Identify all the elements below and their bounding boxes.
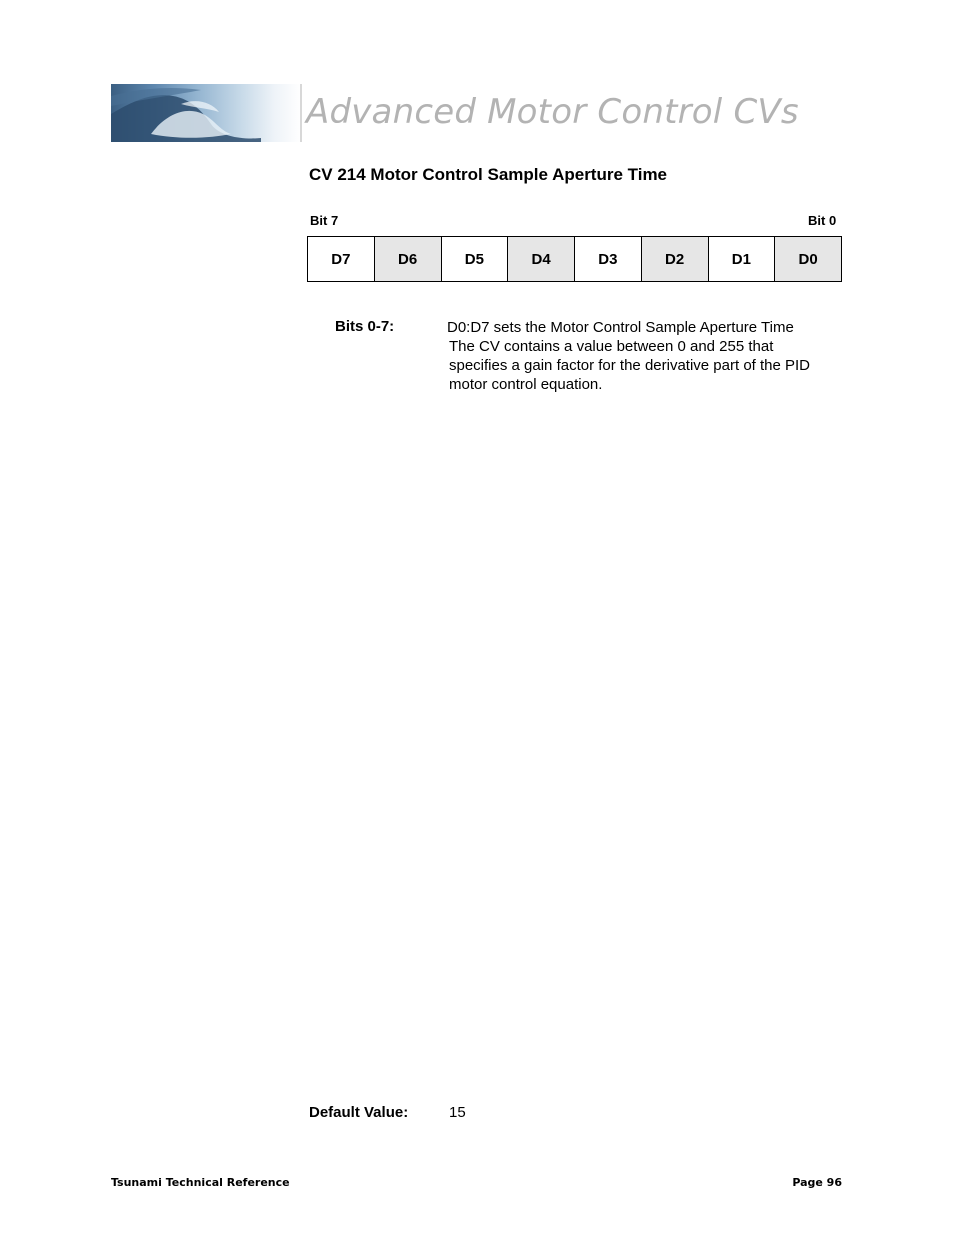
description-line: specifies a gain factor for the derivative part of the PID (449, 357, 811, 374)
wave-graphic (111, 84, 301, 142)
footer-document-title: Tsunami Technical Reference (111, 1176, 290, 1189)
bit-low-label: Bit 0 (808, 213, 837, 228)
description-line: D0:D7 sets the Motor Control Sample Aperture Time (447, 319, 794, 336)
page-title: Advanced Motor Control CVs (306, 92, 799, 132)
description-label: Bits 0-7: (335, 318, 395, 335)
section-title: CV 214 Motor Control Sample Aperture Time (309, 165, 668, 184)
bit-cell-d5: D5 (442, 237, 509, 281)
default-value-label: Default Value: (309, 1104, 409, 1121)
footer-page-number: Page 96 (792, 1176, 842, 1189)
default-value: 15 (449, 1104, 466, 1121)
bit-cell-d0: D0 (775, 237, 841, 281)
description-line: The CV contains a value between 0 and 255 that (449, 338, 774, 355)
title-divider (300, 84, 302, 142)
description-text (447, 318, 847, 394)
header-wave-image (111, 84, 301, 142)
bit-cell-d2: D2 (642, 237, 709, 281)
description-line: motor control equation. (449, 376, 603, 393)
bit-cell-d7: D7 (308, 237, 375, 281)
bit-cell-d1: D1 (709, 237, 776, 281)
bit-high-label: Bit 7 (310, 213, 339, 228)
bit-cell-d4: D4 (508, 237, 575, 281)
bit-cell-d3: D3 (575, 237, 642, 281)
bit-field-table (307, 236, 842, 282)
bit-cell-d6: D6 (375, 237, 442, 281)
